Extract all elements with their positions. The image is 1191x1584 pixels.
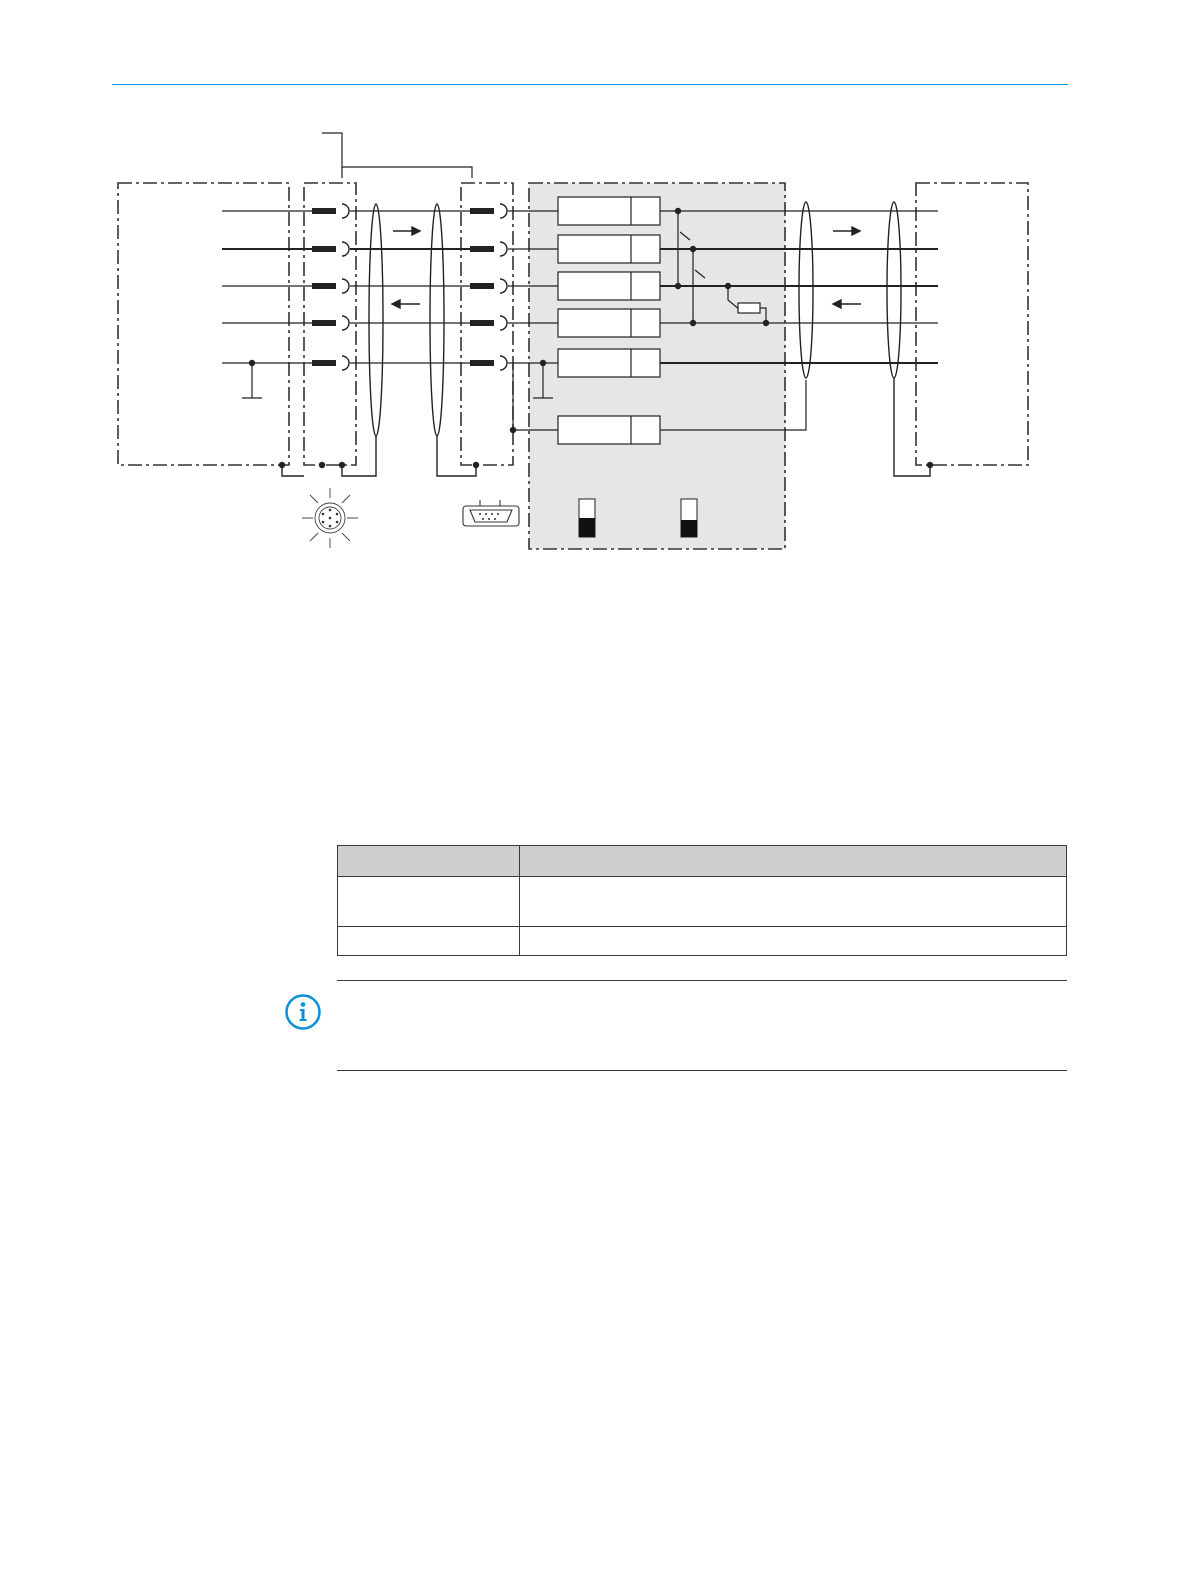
round-connector-icon	[302, 488, 358, 548]
d-sub-connector-icon	[463, 500, 519, 526]
table-row	[338, 877, 1067, 927]
table-cell	[520, 877, 1067, 927]
right-device-box	[916, 183, 1028, 465]
pin-table-container	[337, 845, 1067, 956]
info-note-text	[337, 981, 1067, 1005]
cable-shield-2	[430, 204, 444, 436]
cable-shield-4	[887, 202, 901, 378]
table-cell	[338, 877, 520, 927]
table-header-cell	[520, 846, 1067, 877]
cable-shield-1	[369, 204, 383, 436]
table-cell	[338, 927, 520, 956]
info-note	[337, 980, 1067, 1071]
left-device-box	[118, 183, 289, 465]
info-icon	[284, 993, 322, 1031]
table-row	[338, 927, 1067, 956]
connector-pins-1	[312, 208, 336, 366]
table-header-cell	[338, 846, 520, 877]
wiring-diagram	[0, 0, 1191, 600]
pin-table	[337, 845, 1067, 956]
connector-pins-2	[470, 208, 494, 366]
cable-shield-3	[799, 202, 813, 378]
bracket-line	[322, 133, 472, 178]
table-cell	[520, 927, 1067, 956]
